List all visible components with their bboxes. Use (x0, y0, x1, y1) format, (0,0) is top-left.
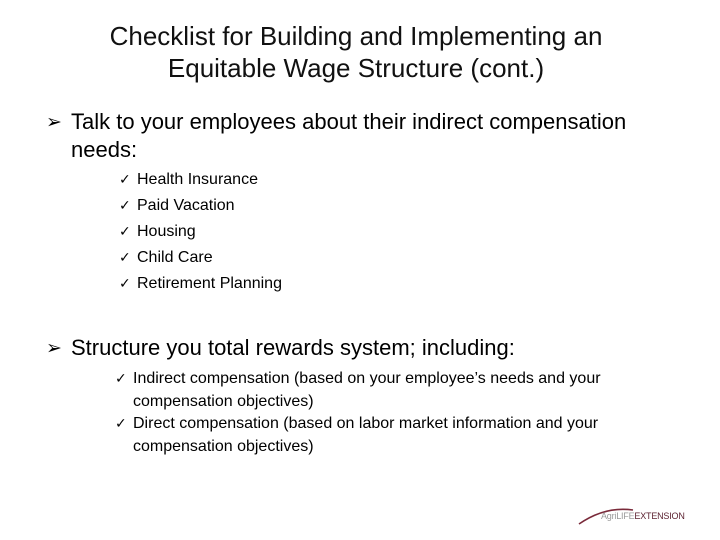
list-item (115, 368, 675, 413)
checkmark-icon: ✓ (119, 198, 131, 214)
logo-text-extension: EXTENSION (634, 511, 685, 521)
list-item-text: Housing (137, 223, 196, 240)
checkmark-icon: ✓ (119, 276, 131, 292)
checkmark-icon: ✓ (115, 416, 127, 432)
bullet-total-rewards (46, 334, 696, 362)
bullet-text: Talk to your employees about their indirect compensation needs: (71, 109, 627, 162)
list-item (119, 271, 282, 297)
logo-text-agrilife: AgriLIFE (601, 511, 635, 521)
list-item (119, 167, 282, 193)
rewards-components-list (115, 368, 675, 458)
list-item-text: Paid Vacation (137, 197, 235, 214)
list-item-text: Health Insurance (137, 171, 258, 188)
list-item (119, 193, 282, 219)
logo-wordmark (601, 511, 685, 521)
title-line-2: Equitable Wage Structure (cont.) (167, 53, 545, 83)
title-line-1: Checklist for Building and Implementing an (109, 21, 603, 51)
checkmark-icon: ✓ (119, 250, 131, 266)
arrow-bullet-icon: ➢ (46, 337, 62, 359)
checkmark-icon: ✓ (119, 172, 131, 188)
indirect-needs-list (119, 167, 282, 297)
slide-title (0, 20, 712, 84)
checkmark-icon: ✓ (115, 371, 127, 387)
arrow-bullet-icon: ➢ (46, 111, 62, 133)
list-item-text: Direct compensation (based on labor market information and your compensation objectives) (133, 415, 599, 455)
list-item-text: Retirement Planning (137, 275, 282, 292)
bullet-text: Structure you total rewards system; including: (71, 335, 515, 360)
list-item (115, 413, 675, 458)
bullet-talk-to-employees (46, 108, 696, 164)
checkmark-icon: ✓ (119, 224, 131, 240)
agrilife-extension-logo (575, 504, 685, 528)
list-item (119, 245, 282, 271)
list-item-text: Indirect compensation (based on your employee’s needs and your compensation objectives) (133, 370, 601, 410)
list-item-text: Child Care (137, 249, 213, 266)
list-item (119, 219, 282, 245)
